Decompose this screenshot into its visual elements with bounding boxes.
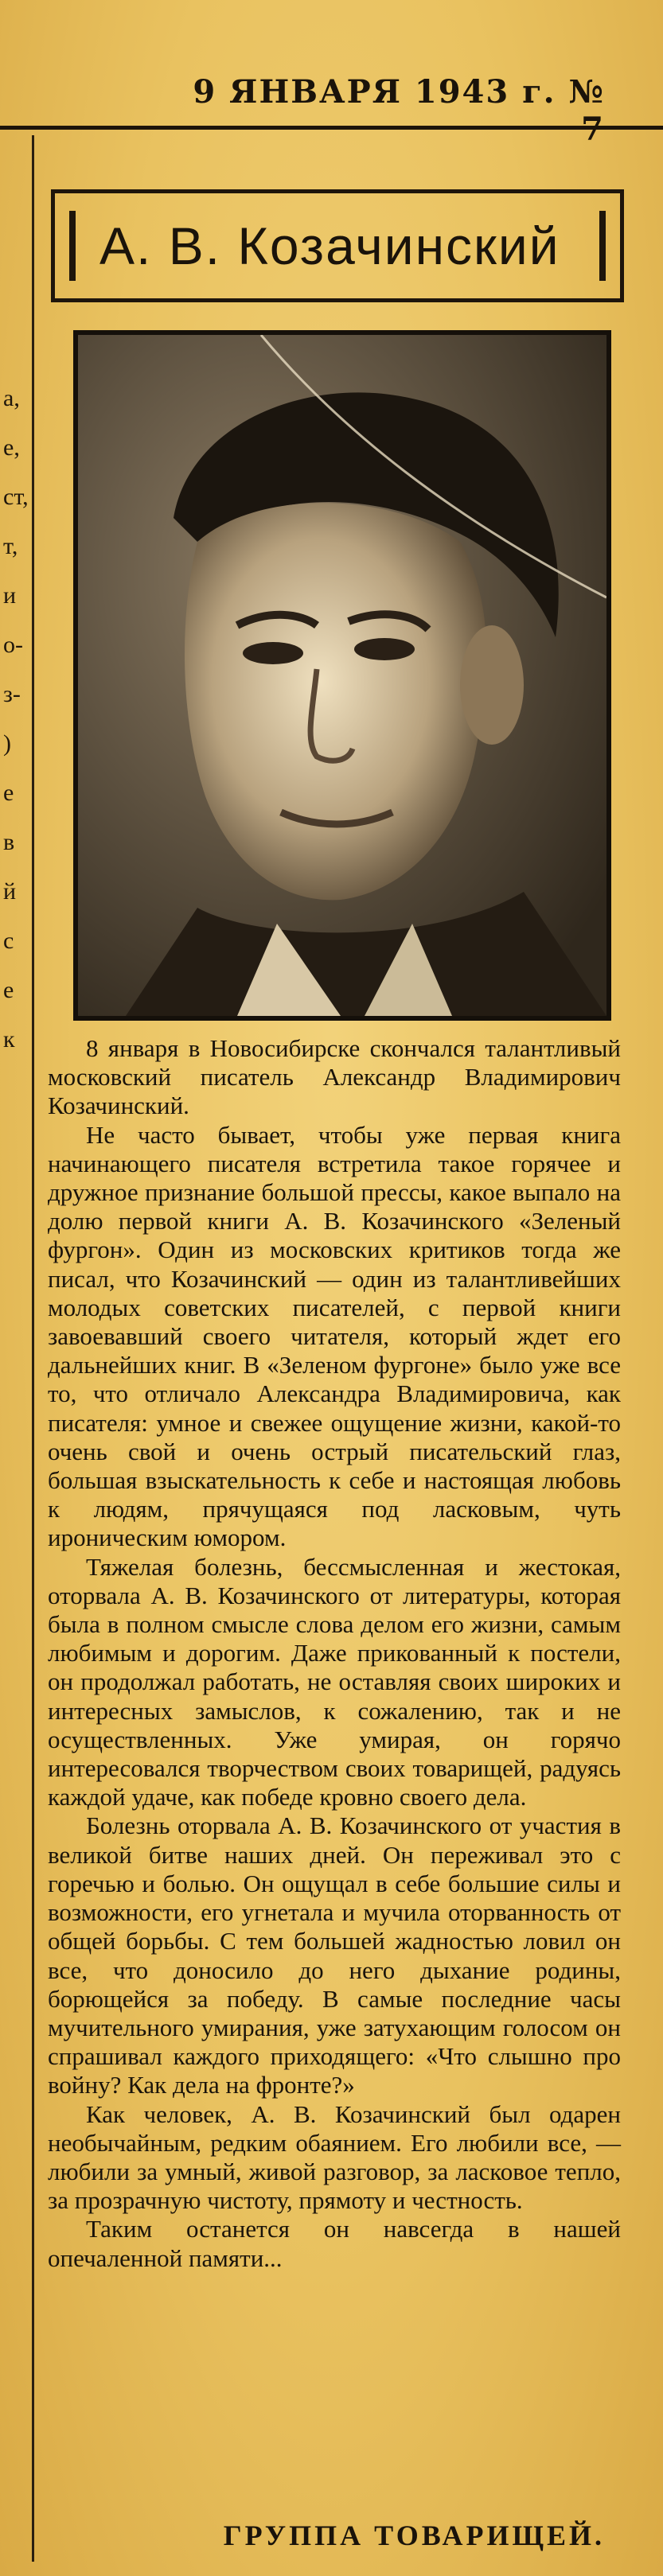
- fragment-text: е: [3, 977, 14, 1003]
- fragment-text: к: [3, 1026, 15, 1053]
- fragment-text: ст,: [3, 484, 29, 510]
- article-title: А. В. Козачинский: [99, 216, 560, 275]
- fragment-text: ): [3, 730, 11, 757]
- signature: ГРУППА ТОВАРИЩЕЙ.: [223, 2520, 605, 2551]
- column-divider: [32, 135, 34, 2562]
- fragment-text: й: [3, 878, 17, 905]
- fragment-text: о-: [3, 632, 23, 658]
- fragment-text: е,: [3, 434, 20, 461]
- fragment-text: а,: [3, 385, 20, 411]
- adjacent-column-fragments: [0, 374, 29, 1064]
- fragment-text: е: [3, 780, 14, 806]
- issue-date-header: 9 ЯНВАРЯ 1943 г. №: [193, 73, 605, 111]
- article-paragraph: Болезнь оторвала А. В. Козачинского от участия в великой битве наших дней. Он переживал это с горечью и болью. Он ощущал в себе большие силы и возможности, его угнетала и мучила оторванность от общей борьбы. С тем большей жадностью ловил он все, что доносило до него дыхание родины, борющейся за победу. В самые последние часы мучительного умирания, уже затухающим голосом он спрашивал каждого приходящего: «Что слышно про войну? Как дела на фронте?»: [48, 1811, 621, 2099]
- fragment-text: т,: [3, 533, 18, 559]
- article-title-box: [51, 189, 624, 302]
- article-paragraph: Тяжелая болезнь, бессмысленная и жестокая, оторвала А. В. Козачинского от литературы, которая была в полном смысле слова делом его жизни, самым любимым и дорогим. Даже прикованный к постели, он продолжал работать, не оставляя своих широких и интересных замыслов, к сожалению, так и не осуществленных. Уже умирая, он горячо интересовался творчеством своих товарищей, радуясь каждой удаче, как победе кровно своего дела.: [48, 1552, 621, 1811]
- title-bar-right: [599, 211, 606, 281]
- article-paragraph: Как человек, А. В. Козачинский был одарен необычайным, редким обаянием. Его любили все, — любили за умный, живой разговор, за ласковое тепло, за прозрачную чистоту, прямоту и честность.: [48, 2099, 621, 2215]
- fragment-text: с: [3, 928, 14, 954]
- fragment-text: и: [3, 582, 17, 609]
- article-paragraph: Таким останется он навсегда в нашей опечаленной памяти...: [48, 2215, 621, 2272]
- header-rule: [0, 126, 663, 130]
- article-paragraph: 8 января в Новосибирске скончался талантливый московский писатель Александр Владимирович Козачинский.: [48, 1034, 621, 1120]
- portrait-photo: [73, 330, 611, 1021]
- fragment-text: з-: [3, 681, 21, 707]
- fragment-text: в: [3, 829, 15, 855]
- title-bar-left: [69, 211, 76, 281]
- article-body: [48, 1034, 621, 2273]
- article-paragraph: Не часто бывает, чтобы уже первая книга начинающего писателя встретила такое горячее и дружное признание большой прессы, какое выпало на долю первой книги А. В. Козачинского «Зеленый фургон». Один из московских критиков тогда же писал, что Козачинский — один из талантливейших молодых советских писателей, с первой книги завоевавший своего читателя, который ждет его дальнейших книг. В «Зеленом фургоне» было уже все то, что отличало Александра Владимировича, как писателя: умное и свежее ощущение жизни, какой-то очень свой и очень острый писательский глаз, большая взыскательность к себе и настоящая любовь к людям, прячущаяся под ласковым, чуть ироническим юмором.: [48, 1120, 621, 1552]
